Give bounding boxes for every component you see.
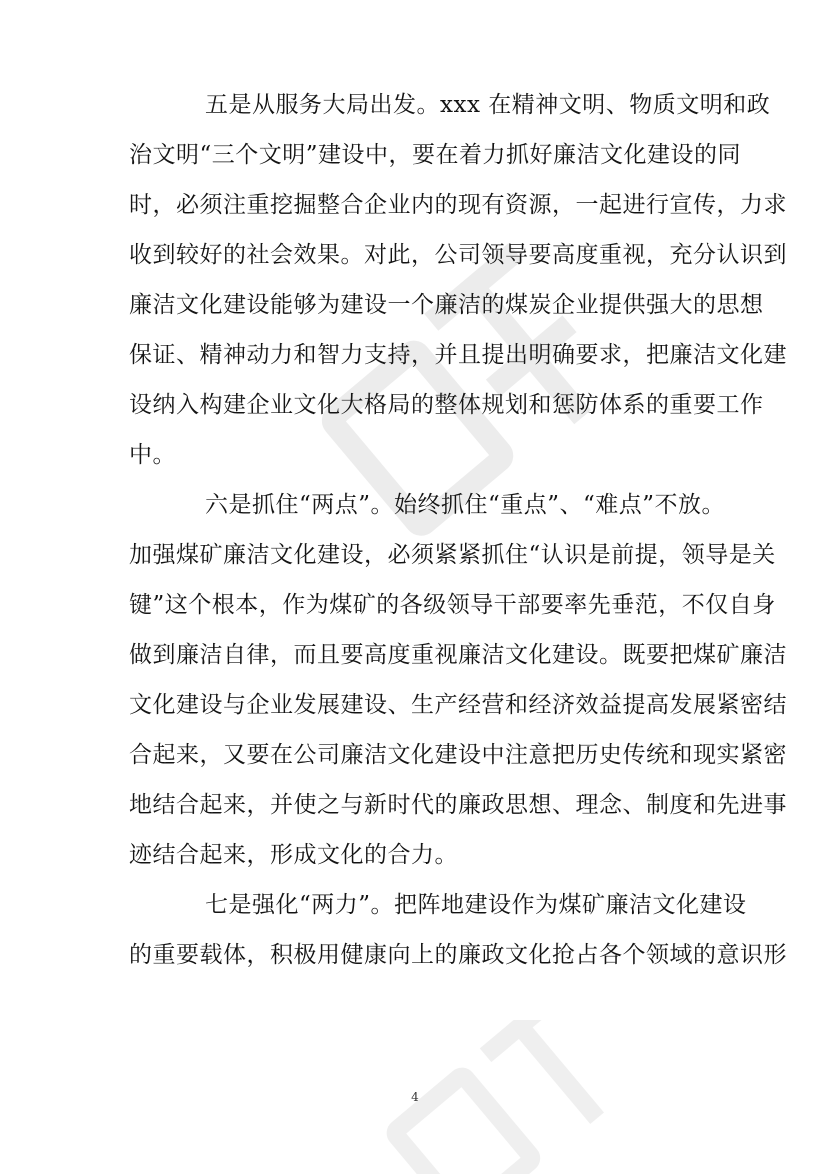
text-line: 的重要载体，积极用健康向上的廉政文化抢占各个领域的意识形	[129, 942, 787, 968]
paragraph-7	[129, 880, 787, 980]
text-line: 中。	[129, 442, 176, 468]
text-line: 治文明“三个文明”建设中，要在着力抓好廉洁文化建设的同	[129, 142, 742, 168]
text-line: 时，必须注重挖掘整合企业内的现有资源，一起进行宣传，力求	[129, 192, 787, 218]
text-line: 迹结合起来，形成文化的合力。	[129, 842, 458, 868]
paragraph-6	[129, 480, 787, 880]
text-line: 五是从服务大局出发。xxx 在精神文明、物质文明和政	[205, 92, 771, 118]
text-line: 收到较好的社会效果。对此，公司领导要高度重视，充分认识到	[129, 242, 787, 268]
paragraph-5	[129, 80, 787, 480]
text-line: 做到廉洁自律，而且要高度重视廉洁文化建设。既要把煤矿廉洁	[129, 642, 787, 668]
text-line: 地结合起来，并使之与新时代的廉政思想、理念、制度和先进事	[129, 792, 787, 818]
text-line: 合起来，又要在公司廉洁文化建设中注意把历史传统和现实紧密	[129, 742, 787, 768]
text-line: 廉洁文化建设能够为建设一个廉洁的煤炭企业提供强大的思想	[129, 292, 764, 318]
text-line: 七是强化“两力”。把阵地建设作为煤矿廉洁文化建设	[205, 892, 747, 918]
text-line: 六是抓住“两点”。始终抓住“重点”、“难点”不放。	[205, 492, 726, 518]
text-line: 设纳入构建企业文化大格局的整体规划和惩防体系的重要工作	[129, 392, 764, 418]
text-line: 保证、精神动力和智力支持，并且提出明确要求，把廉洁文化建	[129, 342, 787, 368]
text-line: 文化建设与企业发展建设、生产经营和经济效益提高发展紧密结	[129, 692, 787, 718]
body-text	[129, 80, 787, 980]
page-number: 4	[411, 1090, 419, 1104]
text-line: 键”这个根本，作为煤矿的各级领导干部要率先垂范，不仅自身	[129, 592, 776, 618]
text-line: 加强煤矿廉洁文化建设，必须紧紧抓住“认识是前提，领导是关	[129, 542, 776, 568]
